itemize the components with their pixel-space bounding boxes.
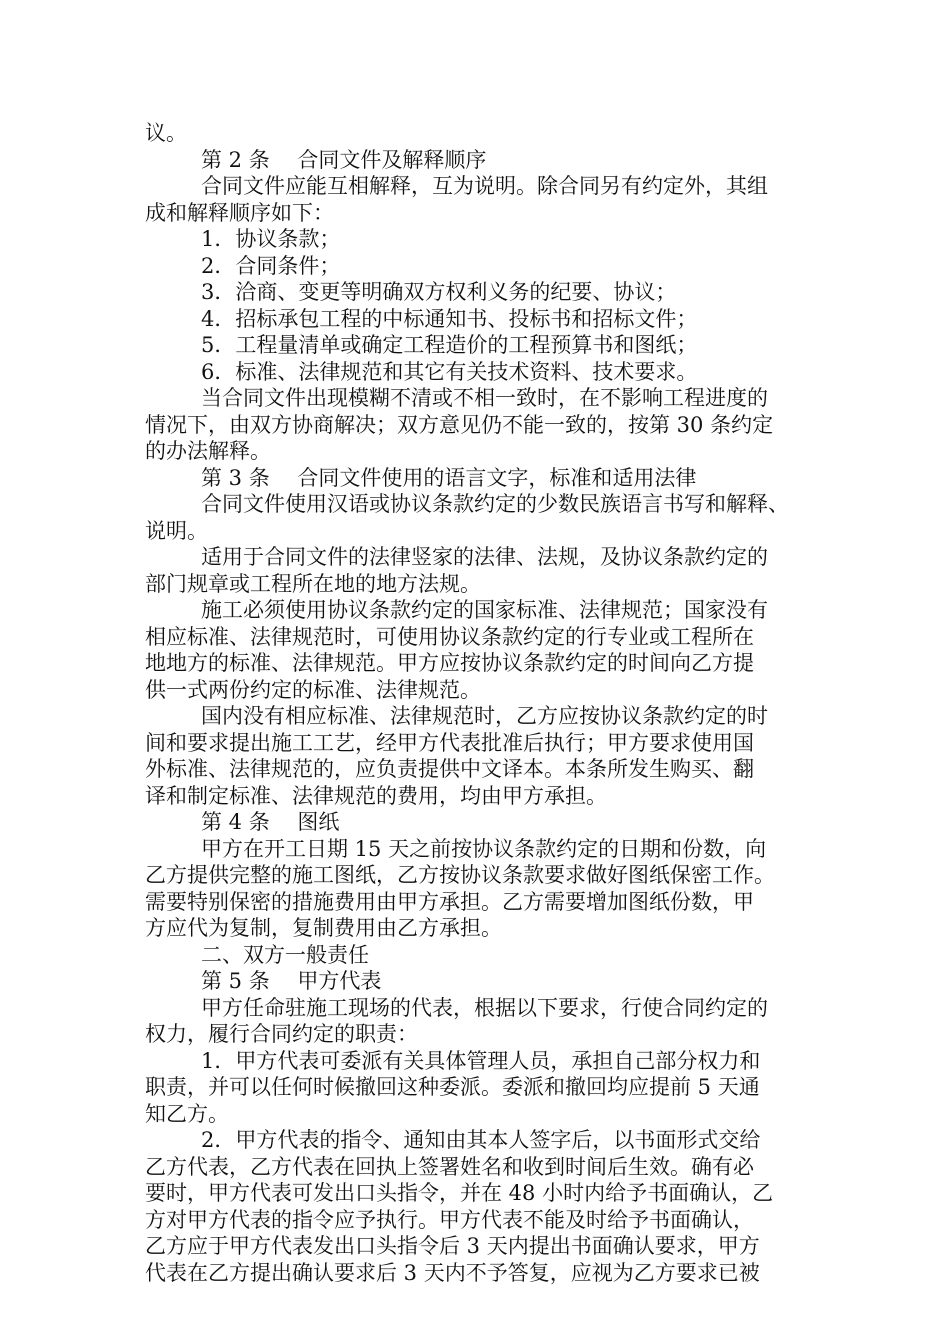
- text-line: 1．协议条款；: [201, 227, 341, 251]
- text-line: 权力，履行合同约定的职责：: [145, 1022, 418, 1046]
- text-line: 知乙方。: [145, 1101, 229, 1126]
- text-line: 合同文件应能互相解释，互为说明。除合同另有约定外，其组: [201, 174, 768, 198]
- text-line: 间和要求提出施工工艺，经甲方代表批准后执行；甲方要求使用国: [145, 730, 754, 755]
- text-line: 方对甲方代表的指令应予执行。甲方代表不能及时给予书面确认，: [145, 1207, 754, 1232]
- text-line: 甲方在开工日期 15 天之前按协议条款约定的日期和份数，向: [201, 836, 767, 861]
- text-line: 代表在乙方提出确认要求后 3 天内不予答复，应视为乙方要求已被: [145, 1260, 760, 1285]
- text-line: 说明。: [145, 518, 208, 543]
- text-line: 译和制定标准、法律规范的费用，均由甲方承担。: [145, 783, 607, 808]
- text-line: 要时，甲方代表可发出口头指令，并在 48 小时内给予书面确认，乙: [145, 1181, 774, 1205]
- document-body: [145, 120, 815, 1286]
- text-line: 2．甲方代表的指令、通知由其本人签字后，以书面形式交给: [201, 1128, 761, 1152]
- text-line: 方应代为复制，复制费用由乙方承担。: [145, 916, 502, 940]
- text-line: 当合同文件出现模糊不清或不相一致时，在不影响工程进度的: [201, 386, 768, 410]
- text-line: 议。: [145, 121, 187, 145]
- text-line: 第 2 条 合同文件及解释顺序: [201, 147, 487, 172]
- text-line: 6．标准、法律规范和其它有关技术资料、技术要求。: [201, 359, 698, 384]
- text-line: 3．洽商、变更等明确双方权利义务的纪要、协议；: [201, 280, 677, 304]
- text-line: 部门规章或工程所在地的地方法规。: [145, 571, 481, 596]
- text-line: 第 4 条 图纸: [201, 810, 340, 834]
- text-line: 第 3 条 合同文件使用的语言文字，标准和适用法律: [201, 465, 697, 490]
- text-line: 乙方提供完整的施工图纸，乙方按协议条款要求做好图纸保密工作。: [145, 863, 775, 887]
- text-line: 2．合同条件；: [201, 253, 341, 278]
- text-line: 相应标准、法律规范时，可使用协议条款约定的行专业或工程所在: [145, 624, 754, 649]
- text-line: 职责，并可以任何时候撤回这种委派。委派和撤回均应提前 5 天通: [145, 1075, 760, 1099]
- text-line: 乙方应于甲方代表发出口头指令后 3 天内提出书面确认要求，甲方: [145, 1234, 760, 1258]
- text-line: 甲方任命驻施工现场的代表，根据以下要求，行使合同约定的: [201, 995, 768, 1020]
- text-line: 成和解释顺序如下：: [145, 200, 334, 225]
- text-line: 5．工程量清单或确定工程造价的工程预算书和图纸；: [201, 333, 698, 357]
- text-line: 二、双方一般责任: [201, 942, 369, 967]
- text-line: 施工必须使用协议条款约定的国家标准、法律规范；国家没有: [201, 598, 768, 622]
- text-line: 合同文件使用汉语或协议条款约定的少数民族语言书写和解释、: [201, 492, 789, 516]
- text-line: 1．甲方代表可委派有关具体管理人员，承担自己部分权力和: [201, 1048, 761, 1073]
- text-line: 第 5 条 甲方代表: [201, 969, 382, 993]
- text-line: 需要特别保密的措施费用由甲方承担。乙方需要增加图纸份数，甲: [145, 889, 754, 914]
- text-line: 4．招标承包工程的中标通知书、投标书和招标文件；: [201, 306, 698, 331]
- text-line: 地地方的标准、法律规范。甲方应按协议条款约定的时间向乙方提: [145, 651, 754, 675]
- text-line: 供一式两份约定的标准、法律规范。: [145, 677, 481, 702]
- text-line: 情况下，由双方协商解决；双方意见仍不能一致的，按第 30 条约定: [145, 412, 774, 437]
- text-line: 适用于合同文件的法律竖家的法律、法规，及协议条款约定的: [201, 545, 768, 569]
- text-line: 外标准、法律规范的，应负责提供中文译本。本条所发生购买、翻: [145, 757, 754, 781]
- text-line: 国内没有相应标准、法律规范时，乙方应按协议条款约定的时: [201, 704, 768, 728]
- text-line: 的办法解释。: [145, 439, 271, 463]
- text-line: 乙方代表，乙方代表在回执上签署姓名和收到时间后生效。确有必: [145, 1154, 754, 1179]
